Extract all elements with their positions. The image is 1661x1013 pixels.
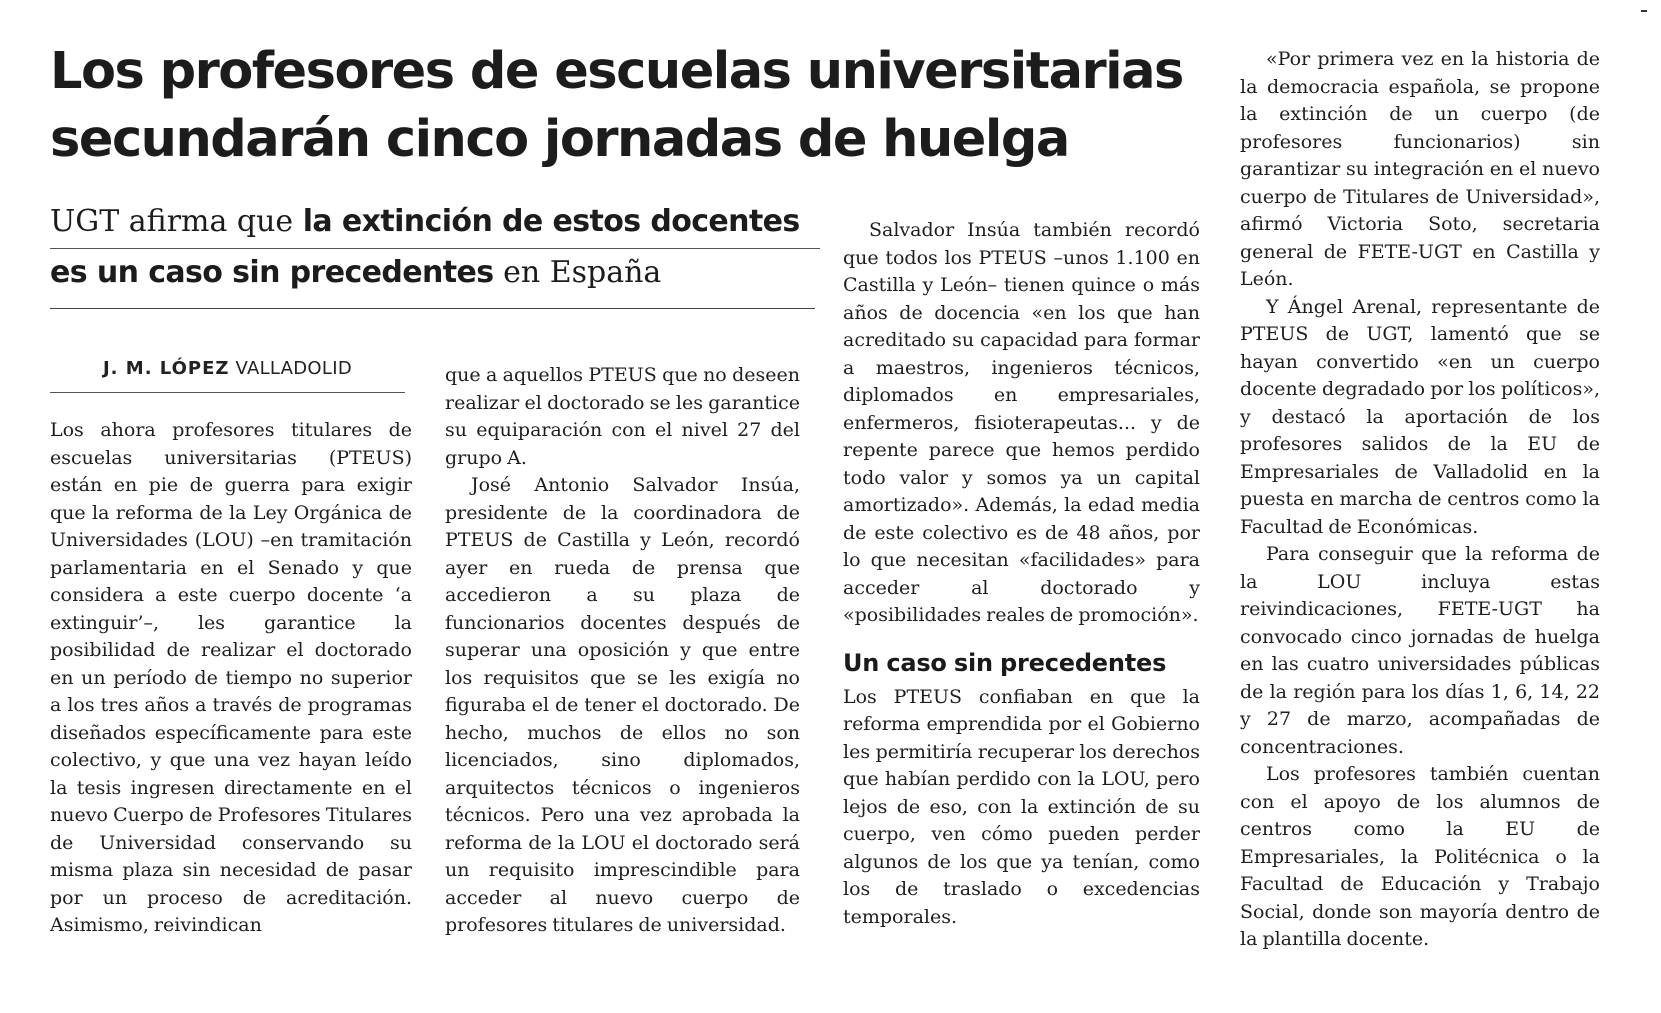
- byline-location: VALLADOLID: [229, 358, 352, 379]
- byline: [50, 358, 405, 379]
- article-column-1: [50, 417, 412, 940]
- article-column-4: [1240, 46, 1600, 954]
- article-paragraph: Para conseguir que la reforma de la LOU incluya estas reivindicaciones, FETE-UGT ha convocado cinco jornadas de huelga en las cuatro universidades públicas de la región para los días 1, 6, 14, 22 y 27 de marzo, acompañadas de concentraciones.: [1240, 543, 1600, 758]
- article-paragraph: «Por primera vez en la historia de la democracia española, se propone la extinción de un cuerpo (de profesores funcionarios) sin garantizar su integración en el nuevo cuerpo de Titulares de Universidad», afirmó Victoria Soto, secretaria general de FETE-UGT en Castilla y León.: [1240, 48, 1600, 290]
- subheadline: [50, 198, 820, 297]
- article-paragraph: Y Ángel Arenal, representante de PTEUS de UGT, lamentó que se hayan convertido «en un cuerpo docente degradado por los políticos», y destacó la aportación de los profesores salidos de la EU de Empresariales de Valladolid en la puesta en marcha de centros como la Facultad de Económicas.: [1240, 295, 1600, 538]
- subheadline-line-1: [50, 198, 820, 249]
- headline-line-1: Los profesores de escuelas universitarias: [50, 42, 1183, 101]
- subheadline-part-4: en España: [493, 255, 662, 290]
- subheadline-part-3: es un caso sin precedentes: [50, 255, 494, 290]
- headline-line-2: secundarán cinco jornadas de huelga: [50, 110, 1069, 169]
- article-paragraph: José Antonio Salvador Insúa, presidente de la coordinadora de PTEUS de Castilla y León, recordó ayer en rueda de prensa que accedieron a su plaza de funcionarios docentes después de superar una oposición y que entre los requisitos que se les exigía no figuraba el de tener el doctorado. De hecho, muchos de ellos no son licenciados, sino diplomados, arquitectos técnicos o ingenieros técnicos. Pero una vez aprobada la reforma de la LOU el doctorado será un requisito imprescindible para acceder al nuevo cuerpo de profesores titulares de universidad.: [445, 474, 800, 936]
- subheadline-part-2: la extinción de estos docentes: [302, 204, 800, 239]
- article-paragraph: Los profesores también cuentan con el apoyo de los alumnos de centros como la EU de Empresariales, la Politécnica o la Facultad de Educación y Trabajo Social, donde son mayoría dentro de la plantilla docente.: [1240, 763, 1600, 950]
- article-column-3: [843, 217, 1200, 931]
- subheadline-line-2: [50, 249, 820, 297]
- article-paragraph: Salvador Insúa también recordó que todos los PTEUS –unos 1.100 en Castilla y León– tienen quince o más años de docencia «en los que han acreditado su capacidad para formar a maestros, ingenieros técnicos, diplomados en empresariales, enfermeros, fisioterapeutas... y de repente parece que hemos perdido todo valor y somos ya un capital amortizado». Además, la edad media de este colectivo es de 48 años, por lo que necesitan «facilidades» para acceder al doctorado y «posibilidades reales de promoción».: [843, 219, 1200, 626]
- article-paragraph: que a aquellos PTEUS que no deseen realizar el doctorado se les garantice su equiparación con el nivel 27 del grupo A.: [445, 364, 800, 469]
- section-heading: Un caso sin precedentes: [843, 648, 1167, 677]
- subheadline-rule: [50, 308, 815, 309]
- headline: [50, 38, 1210, 174]
- byline-author: J. M. LÓPEZ: [102, 358, 230, 379]
- corner-mark: [1641, 10, 1647, 12]
- article-column-2: [445, 362, 800, 940]
- article-paragraph: Los PTEUS confiaban en que la reforma emprendida por el Gobierno les permitiría recuperar los derechos que habían perdido con la LOU, pero lejos de eso, con la extinción de su cuerpo, ven cómo pueden perder algunos de los que ya tenían, como los de traslado o excedencias temporales.: [843, 685, 1200, 928]
- article-paragraph: Los ahora profesores titulares de escuelas universitarias (PTEUS) están en pie de guerra para exigir que la reforma de la Ley Orgánica de Universidades (LOU) –en tramitación parlamentaria en el Senado y que considera a este cuerpo docente ‘a extinguir’–, les garantice la posibilidad de realizar el doctorado en un período de tiempo no superior a los tres años a través de programas diseñados específicamente para este colectivo, y que una vez hayan leído la tesis ingresen directamente en el nuevo Cuerpo de Profesores Titulares de Universidad conservando su misma plaza sin necesidad de pasar por un proceso de acreditación. Asimismo, reivindican: [50, 419, 412, 936]
- subheadline-part-1: UGT afirma que: [50, 204, 303, 239]
- byline-rule: [50, 392, 405, 393]
